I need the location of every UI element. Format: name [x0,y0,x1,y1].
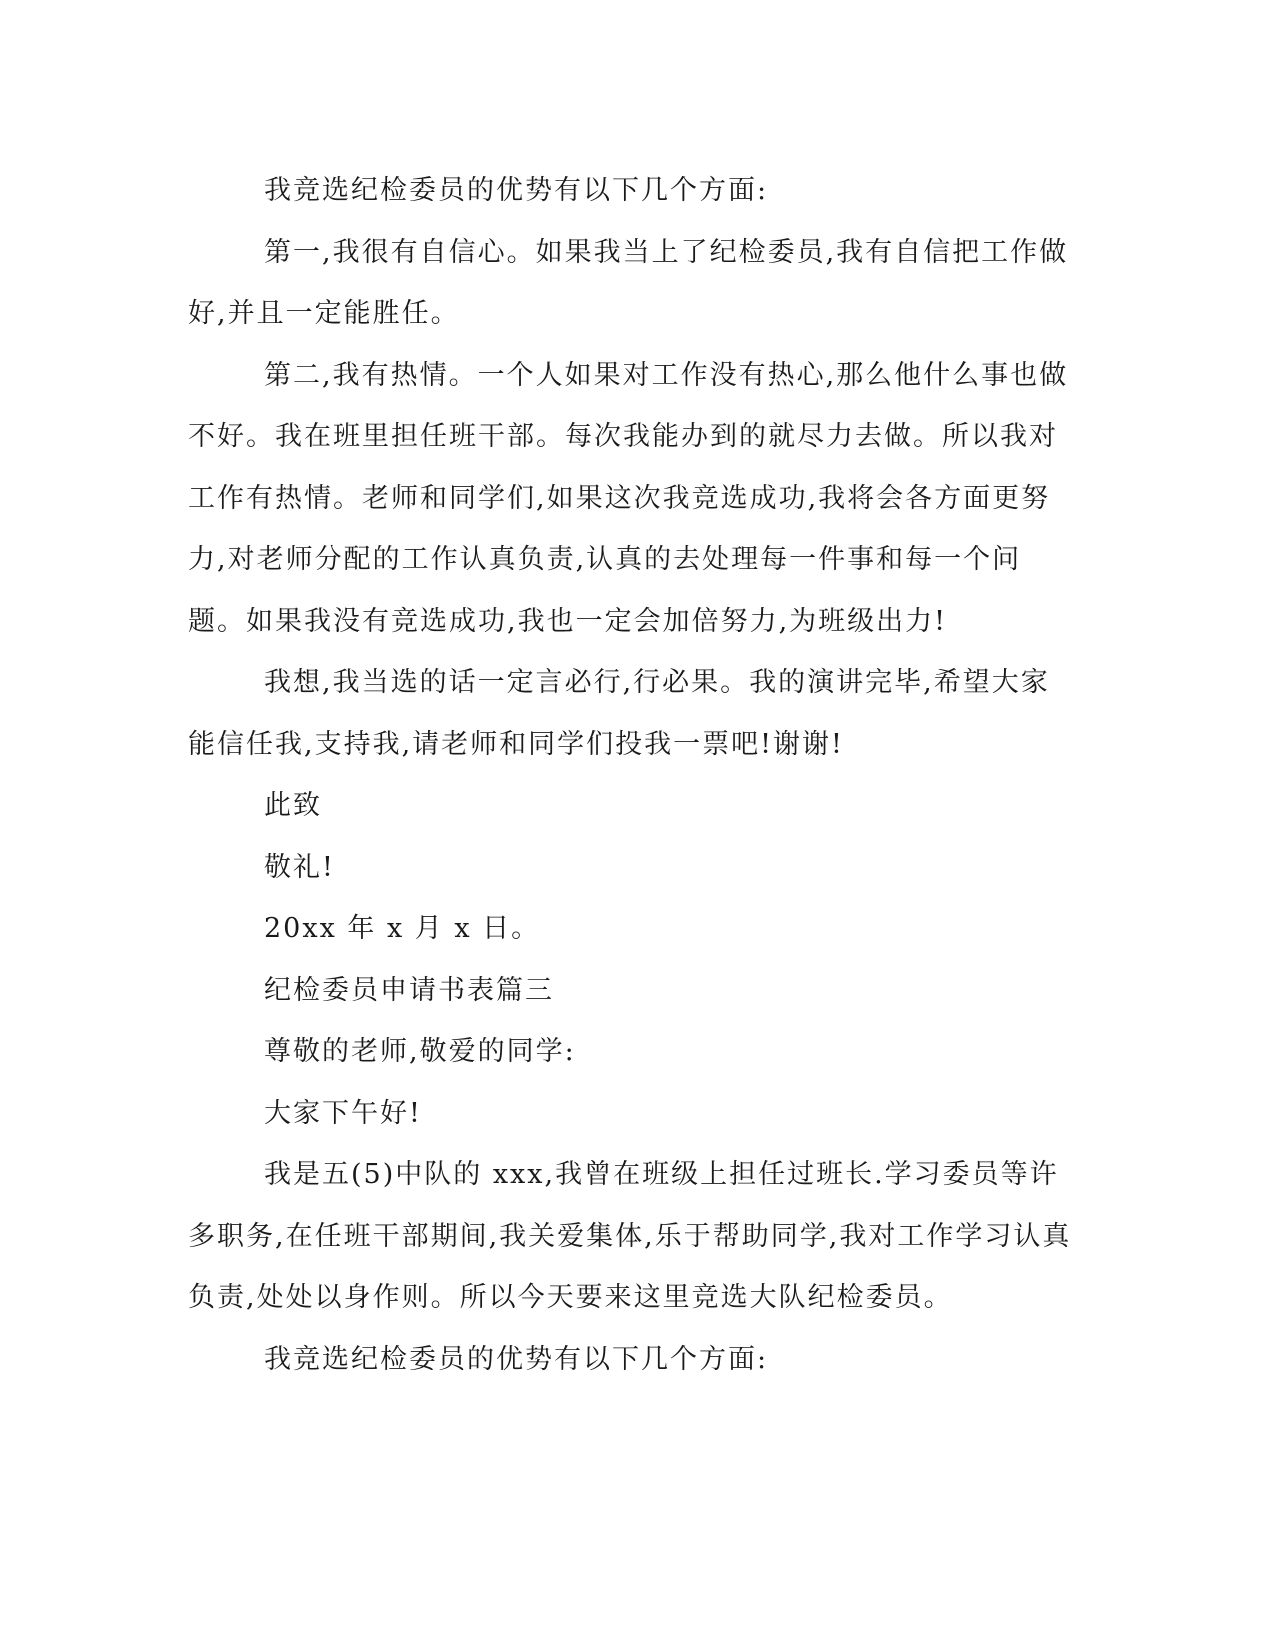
document-body [188,160,1078,1390]
paragraph-advantages-intro: 我竞选纪检委员的优势有以下几个方面: [264,175,769,206]
paragraph-self-introduction: 我是五(5)中队的 xxx,我曾在班级上担任过班长.学习委员等许多职务,在任班干部期间,我关爱集体,乐于帮助同学,我对工作学习认真负责,处处以身作则。所以今天要来这里竞选大队纪检委员。 [188,1159,1072,1313]
paragraph-closing-statement: 我想,我当选的话一定言必行,行必果。我的演讲完毕,希望大家能信任我,支持我,请老师和同学们投我一票吧!谢谢! [188,667,1050,760]
salutation-cizhi: 此致 [264,790,322,821]
section-heading: 纪检委员申请书表篇三 [264,974,554,1006]
greeting-afternoon: 大家下午好! [264,1097,422,1129]
date-line: 20xx 年 x 月 x 日。 [264,913,541,944]
greeting-address: 尊敬的老师,敬爱的同学: [264,1036,576,1067]
paragraph-point-one: 第一,我很有自信心。如果我当上了纪检委员,我有自信把工作做好,并且一定能胜任。 [188,236,1069,329]
salutation-jingli: 敬礼! [264,851,335,883]
paragraph-point-two: 第二,我有热情。一个人如果对工作没有热心,那么他什么事也做不好。我在班里担任班干部。每次我能办到的就尽力去做。所以我对工作有热情。老师和同学们,如果这次我竞选成功,我将会各方面更努力,对老师分配的工作认真负责,认真的去处理每一件事和每一个问题。如果我没有竞选成功,我也一定会加倍努力,为班级出力! [188,359,1069,637]
paragraph-advantages-intro-repeat: 我竞选纪检委员的优势有以下几个方面: [264,1343,769,1375]
